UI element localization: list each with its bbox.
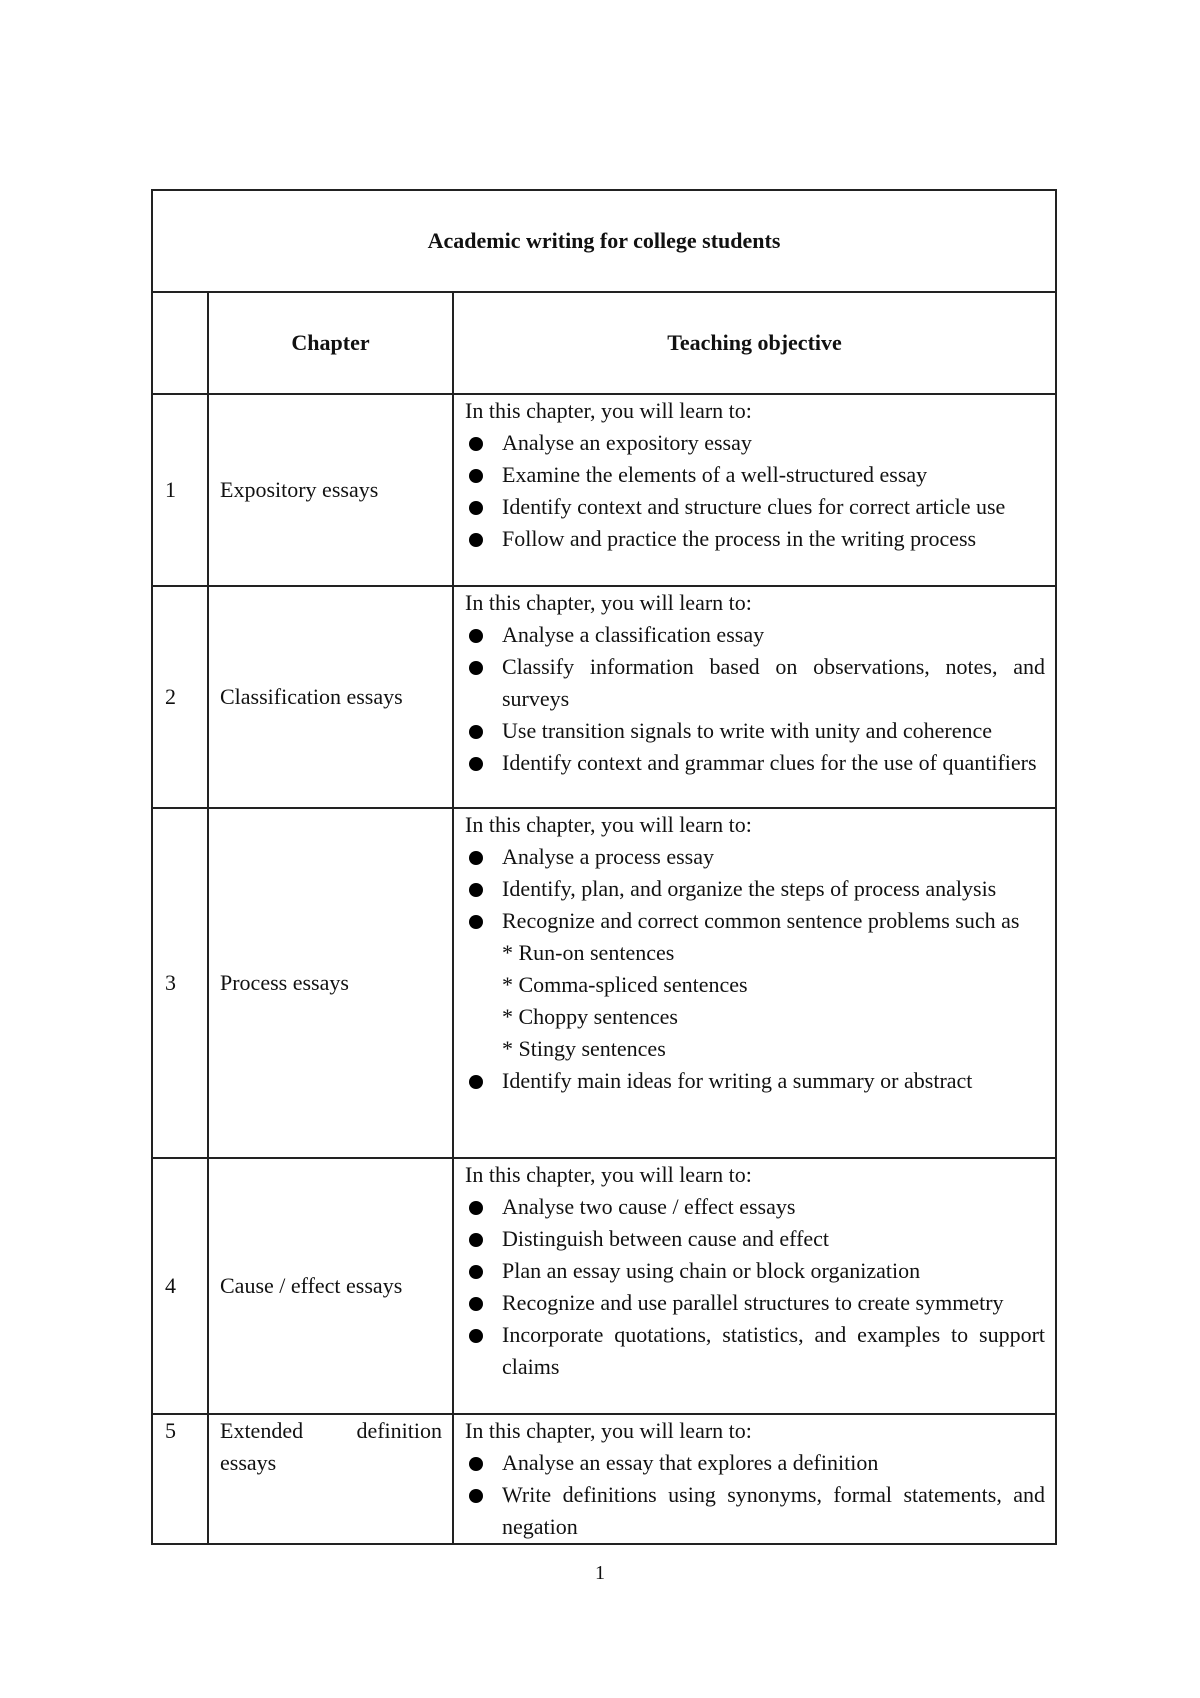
table-row <box>152 394 1056 586</box>
chapter-number: 5 <box>152 1414 208 1544</box>
objective-list <box>465 619 1045 779</box>
objective-intro: In this chapter, you will learn to: <box>465 1162 752 1187</box>
objective-item: Analyse an essay that explores a definition <box>465 1447 1045 1479</box>
objective-list <box>465 1191 1045 1383</box>
objective-intro: In this chapter, you will learn to: <box>465 398 752 423</box>
page-number: 1 <box>595 1562 605 1584</box>
table-title: Academic writing for college students <box>152 190 1056 292</box>
objective-item: Analyse an expository essay <box>465 427 1045 459</box>
objective-item: Analyse two cause / effect essays <box>465 1191 1045 1223</box>
chapter-name: Classification essays <box>208 586 453 808</box>
chapter-number: 4 <box>152 1158 208 1414</box>
objective-list <box>465 841 1045 1097</box>
objective-item: Plan an essay using chain or block organization <box>465 1255 1045 1287</box>
chapter-name <box>208 1414 453 1544</box>
chapter-name: Expository essays <box>208 394 453 586</box>
objective-subitem: * Run-on sentences <box>502 940 675 965</box>
chapter-name: Process essays <box>208 808 453 1158</box>
chapter-number: 2 <box>152 586 208 808</box>
objective-subitem: * Comma-spliced sentences <box>502 972 748 997</box>
objective-item: Identify context and grammar clues for the use of quantifiers <box>465 747 1045 779</box>
objective-item: Identify main ideas for writing a summary or abstract <box>465 1065 1045 1097</box>
table-row <box>152 586 1056 808</box>
objective-item: Incorporate quotations, statistics, and examples to support claims <box>465 1319 1045 1383</box>
objective-cell <box>453 1414 1056 1544</box>
objective-subitem: * Choppy sentences <box>502 1004 678 1029</box>
objective-item: Examine the elements of a well-structured essay <box>465 459 1045 491</box>
objective-list <box>465 427 1045 555</box>
objective-item: Distinguish between cause and effect <box>465 1223 1045 1255</box>
objective-cell <box>453 586 1056 808</box>
objective-cell <box>453 1158 1056 1414</box>
objective-item: Recognize and use parallel structures to create symmetry <box>465 1287 1045 1319</box>
objective-cell <box>453 808 1056 1158</box>
objective-intro: In this chapter, you will learn to: <box>465 812 752 837</box>
table-row <box>152 1158 1056 1414</box>
objective-intro: In this chapter, you will learn to: <box>465 590 752 615</box>
table-row <box>152 808 1056 1158</box>
objective-item: Analyse a classification essay <box>465 619 1045 651</box>
objective-item: Classify information based on observations, notes, and surveys <box>465 651 1045 715</box>
objective-item: Identify context and structure clues for correct article use <box>465 491 1045 523</box>
chapter-name-line: Extended definition <box>220 1418 442 1443</box>
objective-list <box>465 1447 1045 1543</box>
objective-item: Write definitions using synonyms, formal statements, and negation <box>465 1479 1045 1543</box>
objective-item: Analyse a process essay <box>465 841 1045 873</box>
syllabus-table <box>151 189 1057 1545</box>
objective-item: Use transition signals to write with unity and coherence <box>465 715 1045 747</box>
header-number-cell <box>152 292 208 394</box>
header-row <box>152 292 1056 394</box>
chapter-number: 1 <box>152 394 208 586</box>
objective-item: Follow and practice the process in the writing process <box>465 523 1045 555</box>
objective-subitem: * Stingy sentences <box>502 1036 666 1061</box>
header-chapter: Chapter <box>208 292 453 394</box>
title-row <box>152 190 1056 292</box>
objective-item: Identify, plan, and organize the steps of process analysis <box>465 873 1045 905</box>
chapter-name-line: essays <box>220 1450 277 1475</box>
table-row <box>152 1414 1056 1544</box>
objective-intro: In this chapter, you will learn to: <box>465 1418 752 1443</box>
header-objective: Teaching objective <box>453 292 1056 394</box>
chapter-number: 3 <box>152 808 208 1158</box>
chapter-name: Cause / effect essays <box>208 1158 453 1414</box>
objective-cell <box>453 394 1056 586</box>
objective-item: Recognize and correct common sentence problems such as <box>465 905 1045 937</box>
